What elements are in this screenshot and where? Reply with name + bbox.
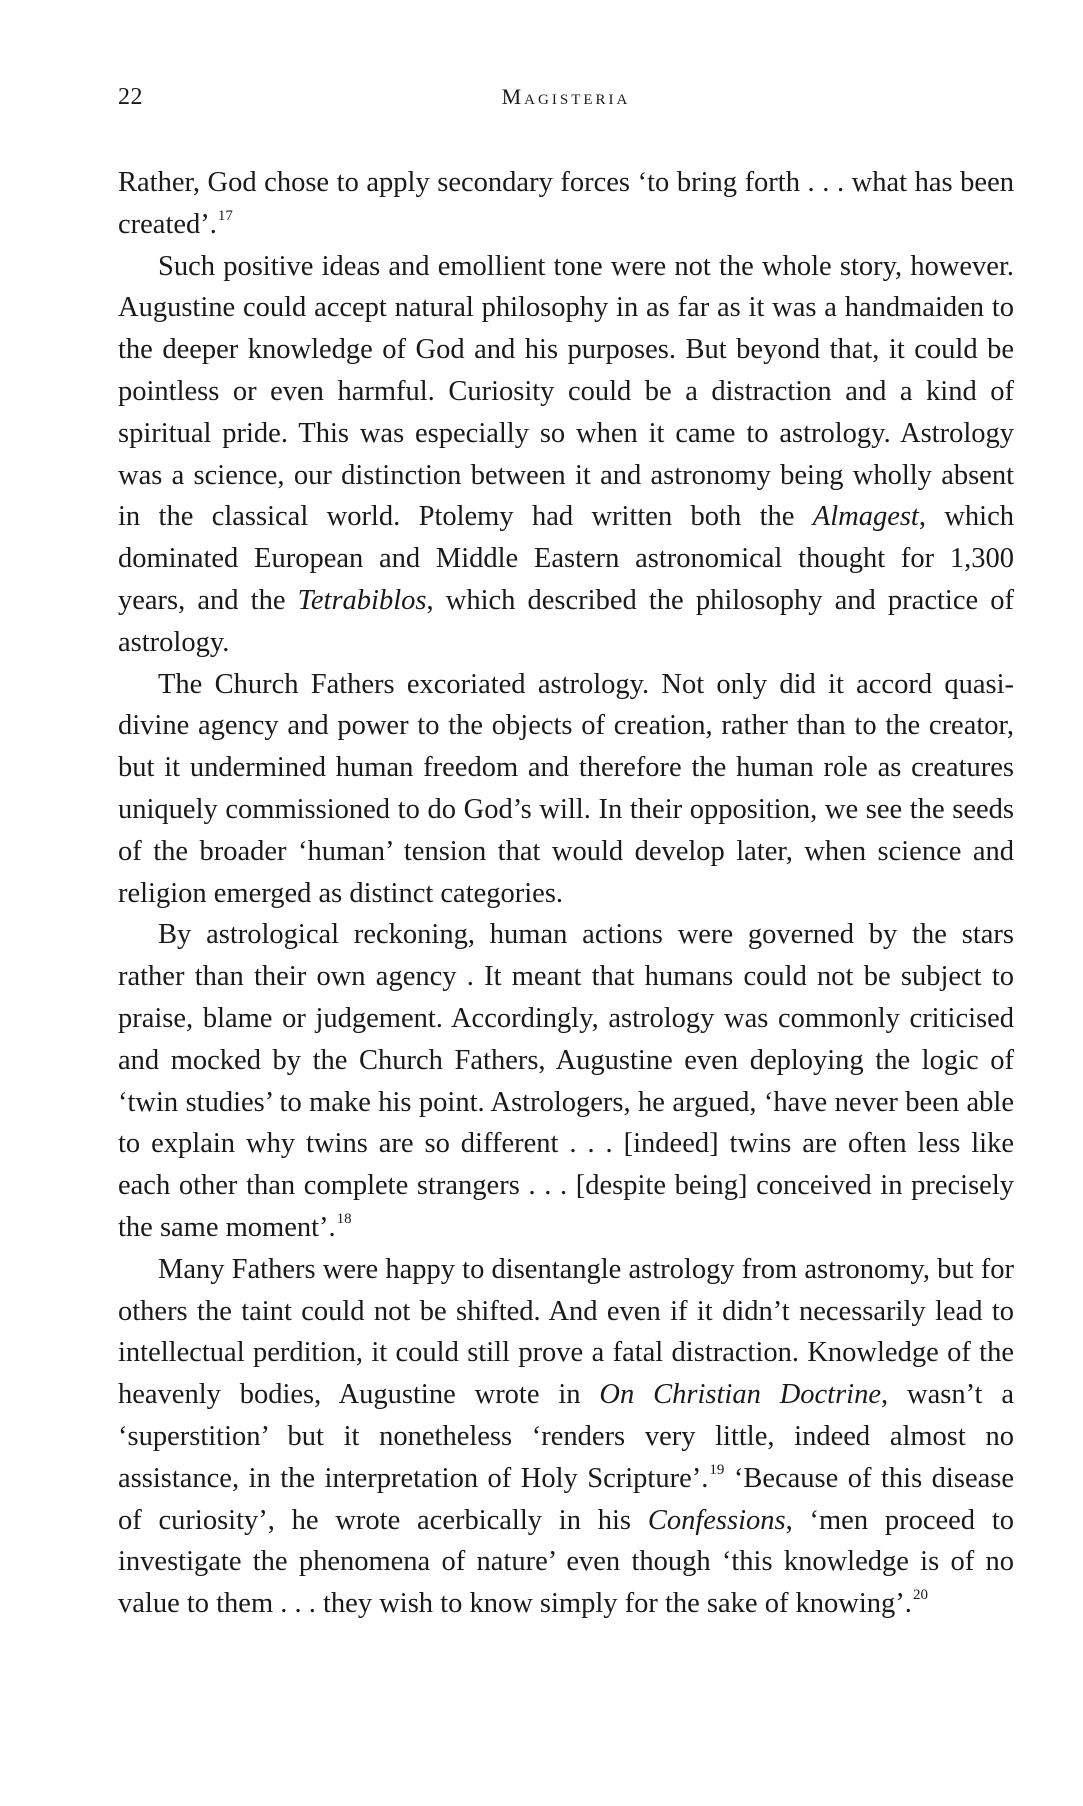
footnote-ref[interactable]: 20 bbox=[912, 1587, 928, 1604]
text-run: By astrological reckoning, human actions were governed by the stars rather than their own agency . It meant that humans could not be subject to praise, blame or judgement. Accordingly, astrology was commonly criticised and mocked by the Church Fathers, Augustine even deploying the logic of ‘twin studies’ to make his point. Astrologers, he argued, ‘have never been able to explain why twins are so different . . . [indeed] twins are often less like each other than complete strangers . . . [despite being] conceived in precisely the same moment’. bbox=[118, 919, 1014, 1243]
footnote-ref[interactable]: 17 bbox=[217, 207, 233, 224]
body-text bbox=[118, 162, 1014, 1625]
paragraph bbox=[118, 1249, 1014, 1625]
text-run: ‘Because of this disease of curiosity’, he wrote acerbically in his bbox=[118, 1462, 1014, 1536]
paragraph bbox=[118, 664, 1014, 915]
running-head: Magisteria bbox=[501, 84, 631, 109]
text-run: , ‘men proceed to investigate the phenomena of nature’ even though ‘this knowledge is of no value to them . . . they wish to know simply for the sake of knowing’. bbox=[118, 1504, 1014, 1620]
footnote-ref[interactable]: 18 bbox=[336, 1210, 352, 1227]
text-run: , wasn’t a ‘superstition’ but it nonetheless ‘renders very little, indeed almost no assistance, in the interpretation of Holy Scripture’. bbox=[118, 1379, 1015, 1494]
book-title: On Christian Doctrine bbox=[599, 1379, 882, 1411]
page-number: 22 bbox=[118, 84, 143, 110]
footnote-ref[interactable]: 19 bbox=[709, 1461, 725, 1478]
paragraph bbox=[118, 246, 1014, 664]
text-run: Many Fathers were happy to disentangle astrology from astronomy, but for others the taint could not be shifted. And even if it didn’t necessarily lead to intellectual perdition, it could still prove a fatal distraction. Knowledge of the heavenly bodies, Augustine wrote in bbox=[118, 1253, 1014, 1411]
book-title: Confessions bbox=[647, 1504, 786, 1536]
page-header bbox=[118, 84, 1014, 118]
book-title: Almagest bbox=[812, 501, 919, 533]
text-run: , which described the philosophy and practice of astrology. bbox=[118, 584, 1014, 658]
book-title: Tetrabiblos bbox=[297, 584, 427, 616]
paragraph bbox=[118, 162, 1014, 246]
paragraph bbox=[118, 914, 1014, 1248]
text-run: , which dominated European and Middle Eastern astronomical thought for 1,300 years, and the bbox=[118, 501, 1014, 616]
text-run: Rather, God chose to apply secondary forces ‘to bring forth . . . what has been created’. bbox=[118, 167, 1014, 240]
text-run: Such positive ideas and emollient tone were not the whole story, however. Augustine could accept natural philosophy in as far as it was a handmaiden to the deeper knowledge of God and his purposes. But beyond that, it could be pointless or even harmful. Curiosity could be a distraction and a kind of spiritual pride. This was especially so when it came to astrology. Astrology was a science, our distinction between it and astronomy being wholly absent in the classical world. Ptolemy had written both the bbox=[118, 250, 1014, 533]
text-run: The Church Fathers excoriated astrology. Not only did it accord quasidivine agency and power to the objects of creation, rather than to the creator, but it undermined human freedom and therefore the human role as creatures uniquely commissioned to do God’s will. In their opposition, we see the seeds of the broader ‘human’ tension that would develop later, when science and religion emerged as distinct categories. bbox=[118, 668, 1014, 909]
